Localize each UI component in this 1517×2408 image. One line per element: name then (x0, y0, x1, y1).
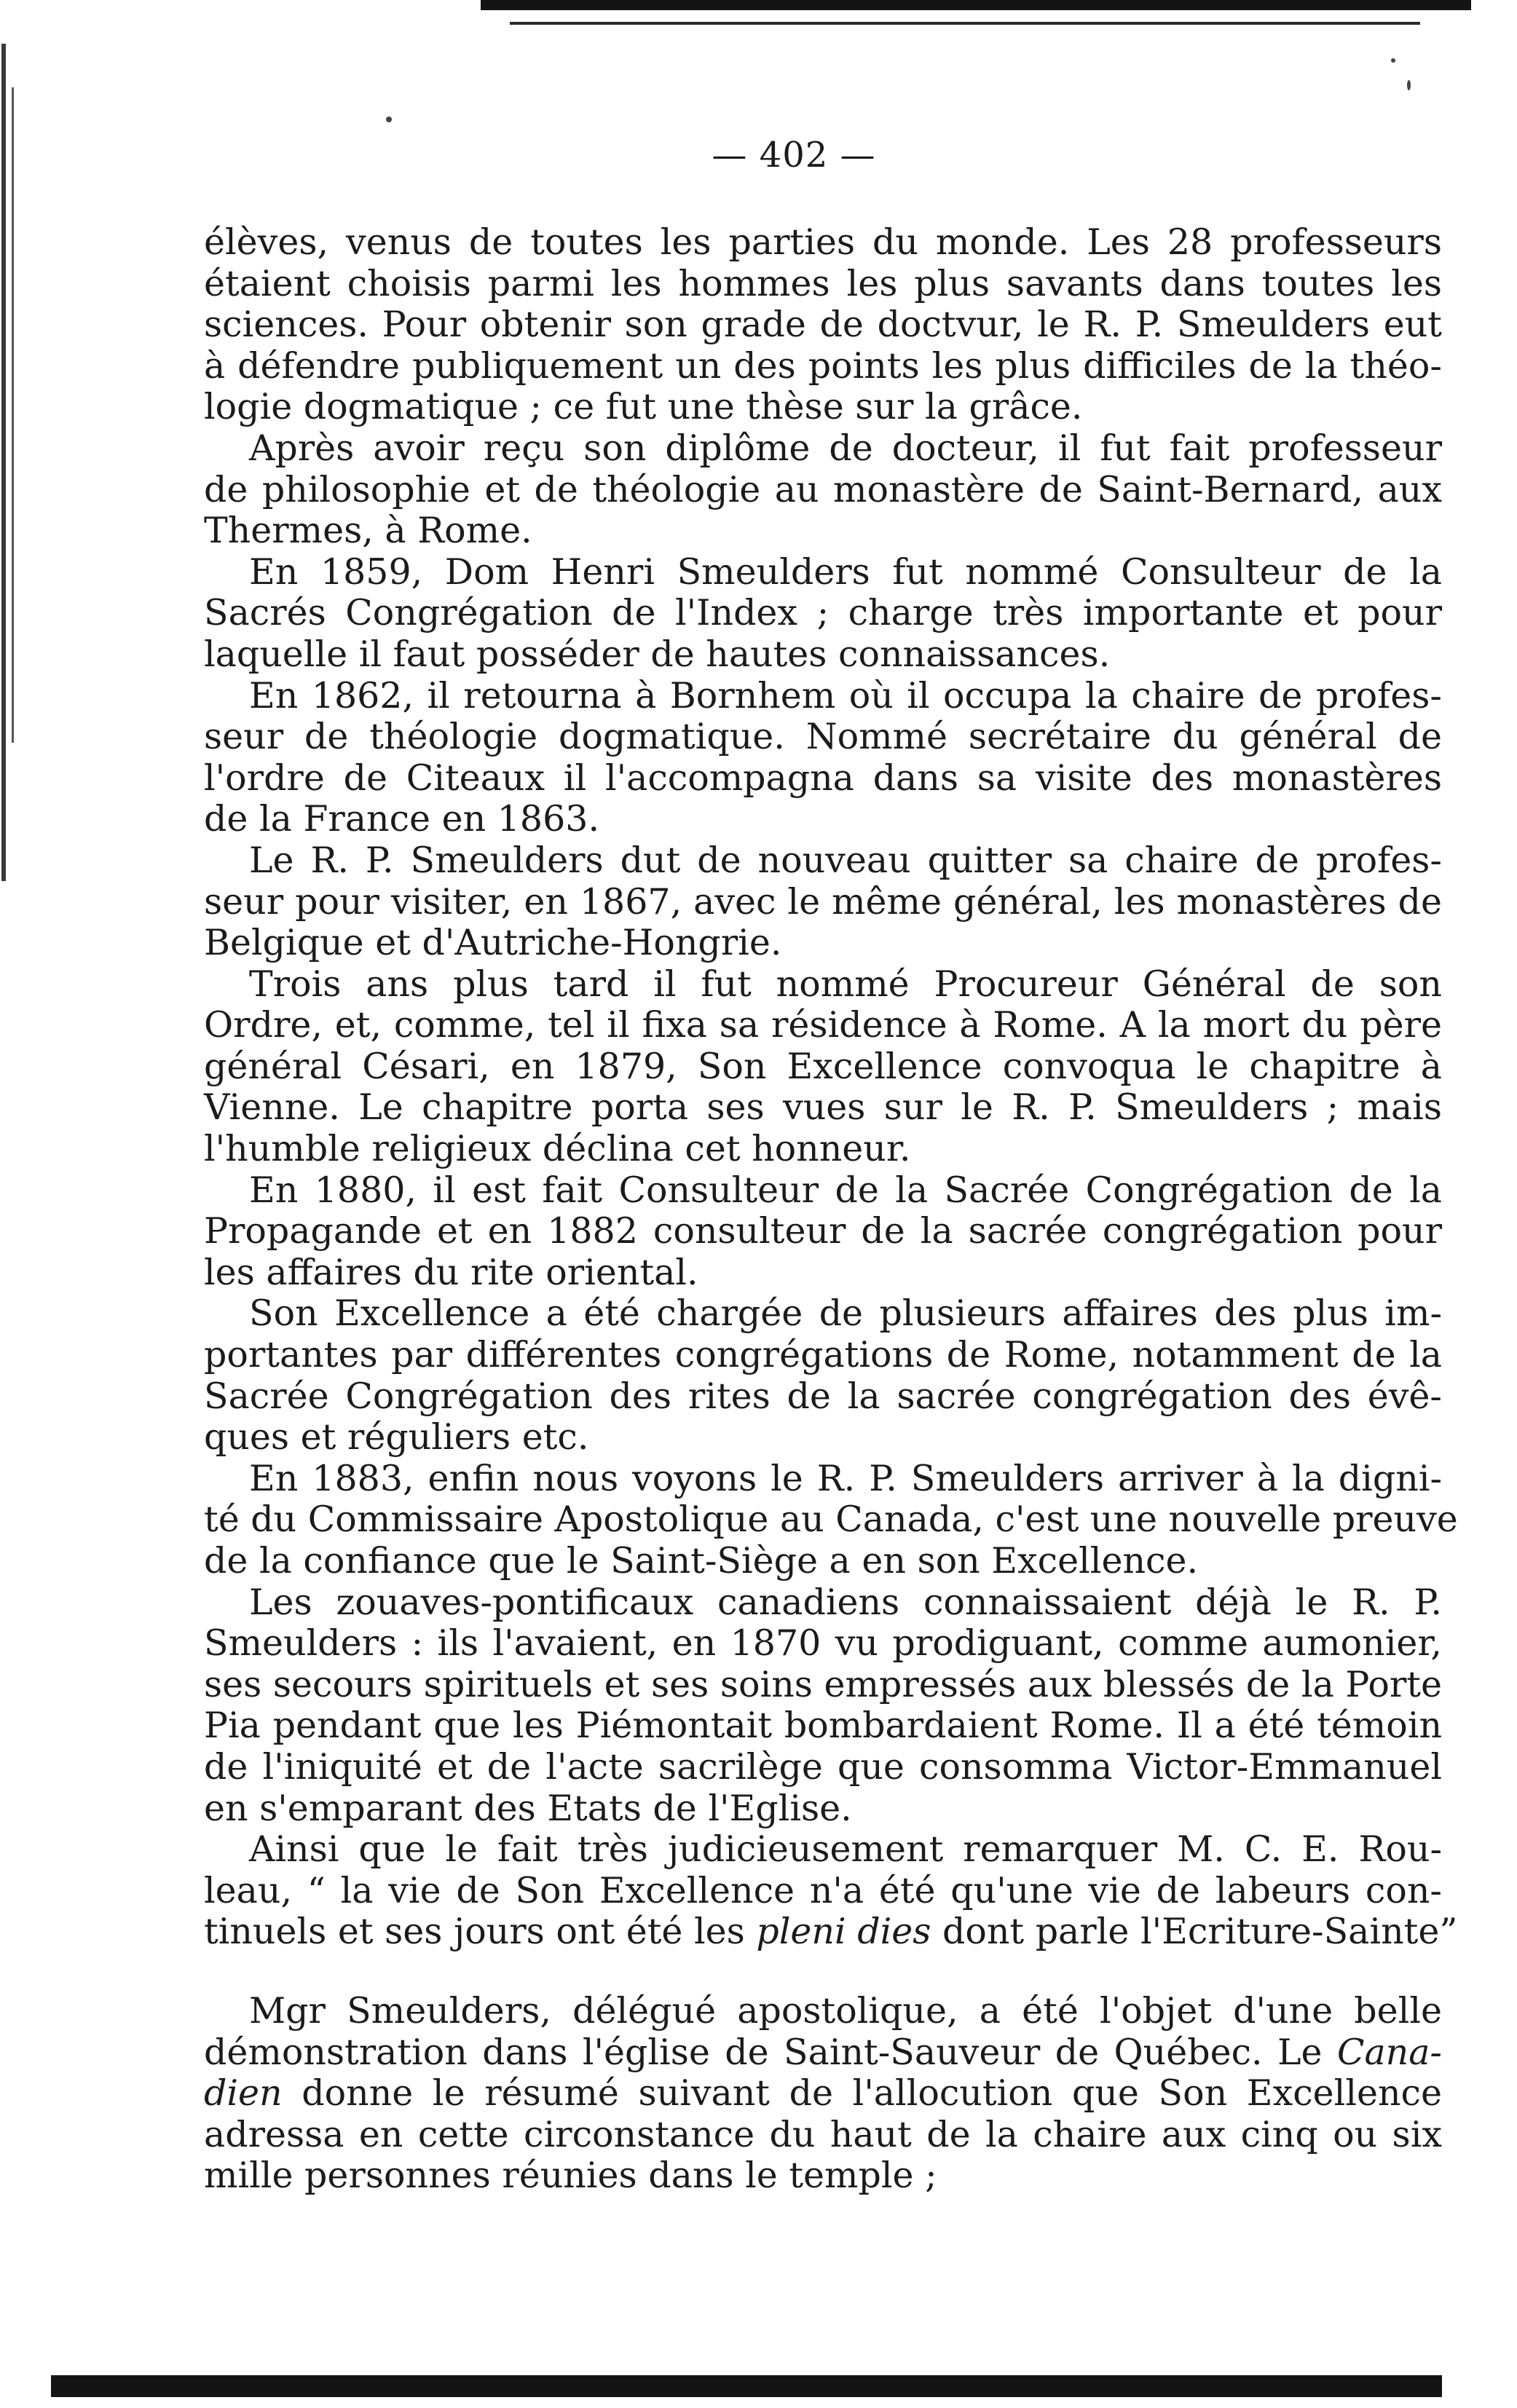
paragraph (204, 1457, 1458, 1582)
print-speck (1407, 80, 1411, 90)
text-line: de philosophie et de théologie au monastère de Saint-Bernard, aux (204, 468, 1442, 510)
text-line: seur de théologie dogmatique. Nommé secrétaire du général de (204, 716, 1442, 758)
text-line: mille personnes réunies dans le temple ; (204, 2155, 937, 2197)
text-line: En 1862, il retourna à Bornhem où il occupa la chaire de profes- (249, 674, 1442, 717)
paragraph (204, 552, 1442, 676)
text-line: de la France en 1863. (204, 798, 600, 840)
text-line: de la confiance que le Saint-Siège a en son Excellence. (204, 1540, 1199, 1582)
text-line: Propagande et en 1882 consulteur de la sacrée congrégation pour (204, 1210, 1442, 1252)
text-line: Thermes, à Rome. (204, 510, 532, 552)
text-line: Trois ans plus tard il fut nommé Procureur Général de son (249, 963, 1442, 1005)
italic-word: dien (204, 2072, 283, 2115)
paragraph (204, 222, 1442, 428)
text-line: étaient choisis parmi les hommes les plus savants dans toutes les (204, 262, 1442, 304)
text-line: Vienne. Le chapitre porta ses vues sur le R. P. Smeulders ; mais (204, 1086, 1442, 1129)
print-speck (386, 117, 392, 122)
paragraph-spacer (204, 1953, 1442, 1991)
text-line: en s'emparant des Etats de l'Eglise. (204, 1787, 852, 1829)
text-run: tinuels et ses jours ont été les (204, 1911, 757, 1953)
text-line: sciences. Pour obtenir son grade de doctvur, le R. P. Smeulders eut (204, 304, 1442, 346)
italic-phrase: pleni dies (756, 1911, 931, 1953)
left-margin-mark-inner (12, 87, 14, 743)
paragraph (204, 1991, 1442, 2197)
text-line: Sacrés Congrégation de l'Index ; charge très importante et pour (204, 592, 1442, 634)
text-line: té du Commissaire Apostolique au Canada, c'est une nouvelle preuve (204, 1499, 1458, 1541)
text-line: ses secours spirituels et ses soins empressés aux blessés de la Porte (204, 1663, 1442, 1705)
paragraph (204, 1828, 1458, 1953)
text-line: Belgique et d'Autriche-Hongrie. (204, 922, 782, 964)
text-run: donne le résumé suivant de l'allocution que Son Excellence (282, 2072, 1442, 2115)
text-line: Smeulders : ils l'avaient, en 1870 vu prodiguant, comme aumonier, (204, 1622, 1442, 1665)
print-speck (1391, 58, 1395, 63)
paragraph (204, 1170, 1442, 1294)
italic-word: Cana- (1336, 2031, 1442, 2073)
text-line: laquelle il faut posséder de hautes connaissances. (204, 633, 1111, 675)
paragraph (204, 676, 1442, 840)
text-line: ques et réguliers etc. (204, 1416, 589, 1458)
text-line: En 1880, il est fait Consulteur de la Sacrée Congrégation de la (249, 1169, 1442, 1211)
text-line: Son Excellence a été chargée de plusieurs affaires des plus im- (249, 1292, 1442, 1335)
text-line: Ainsi que le fait très judicieusement remarquer M. C. E. Rou- (249, 1828, 1442, 1871)
text-line: élèves, venus de toutes les parties du monde. Les 28 professeurs (204, 221, 1442, 263)
page-number: — 402 — (712, 135, 876, 175)
text-line (204, 2032, 1442, 2074)
text-line: l'ordre de Citeaux il l'accompagna dans sa visite des monastères (204, 757, 1442, 799)
text-line: Après avoir reçu son diplôme de docteur, il fut fait professeur (249, 427, 1442, 469)
text-line: adressa en cette circonstance du haut de la chaire aux cinq ou six (204, 2113, 1442, 2155)
text-run: dont parle l'Ecriture-Sainte” (931, 1911, 1458, 1953)
text-line: général Césari, en 1879, Son Excellence convoqua le chapitre à (204, 1045, 1442, 1087)
paragraph (204, 964, 1442, 1170)
left-margin-mark (1, 44, 6, 881)
text-line: à défendre publiquement un des points les plus difficiles de la théo- (204, 344, 1442, 387)
text-line (204, 2073, 1442, 2115)
top-thin-rule (510, 22, 1420, 25)
text-line: Pia pendant que les Piémontait bombardaient Rome. Il a été témoin (204, 1705, 1442, 1747)
text-line: En 1859, Dom Henri Smeulders fut nommé Consulteur de la (249, 550, 1442, 593)
paragraph (204, 840, 1442, 964)
text-line: En 1883, enfin nous voyons le R. P. Smeulders arriver à la digni- (249, 1457, 1442, 1499)
text-line: portantes par différentes congrégations de Rome, notamment de la (204, 1334, 1442, 1376)
paragraph (204, 1293, 1442, 1458)
text-line: Ordre, et, comme, tel il fixa sa résidence à Rome. A la mort du père (204, 1004, 1442, 1046)
text-line: les affaires du rite oriental. (204, 1251, 698, 1293)
top-border-rule (481, 0, 1471, 10)
bottom-border-rule (51, 2375, 1442, 2397)
text-line: l'humble religieux déclina cet honneur. (204, 1128, 911, 1170)
text-line: leau, “ la vie de Son Excellence n'a été qu'une vie de labeurs con- (204, 1869, 1442, 1911)
text-line: seur pour visiter, en 1867, avec le même général, les monastères de (204, 880, 1442, 923)
text-run: démonstration dans l'église de Saint-Sauveur de Québec. Le (204, 2031, 1337, 2073)
text-line: logie dogmatique ; ce fut une thèse sur la grâce. (204, 386, 1083, 428)
text-line: Sacrée Congrégation des rites de la sacrée congrégation des évê- (204, 1375, 1442, 1417)
text-line: Le R. P. Smeulders dut de nouveau quitter sa chaire de profes- (249, 839, 1442, 881)
text-line (204, 1911, 1458, 1953)
page-text (204, 221, 1458, 2197)
paragraph (204, 428, 1442, 552)
text-line: Les zouaves-pontificaux canadiens connaissaient déjà le R. P. (249, 1581, 1442, 1623)
text-line: de l'iniquité et de l'acte sacrilège que consomma Victor-Emmanuel (204, 1745, 1442, 1788)
paragraph (204, 1582, 1442, 1830)
text-line: Mgr Smeulders, délégué apostolique, a été l'objet d'une belle (249, 1989, 1442, 2032)
